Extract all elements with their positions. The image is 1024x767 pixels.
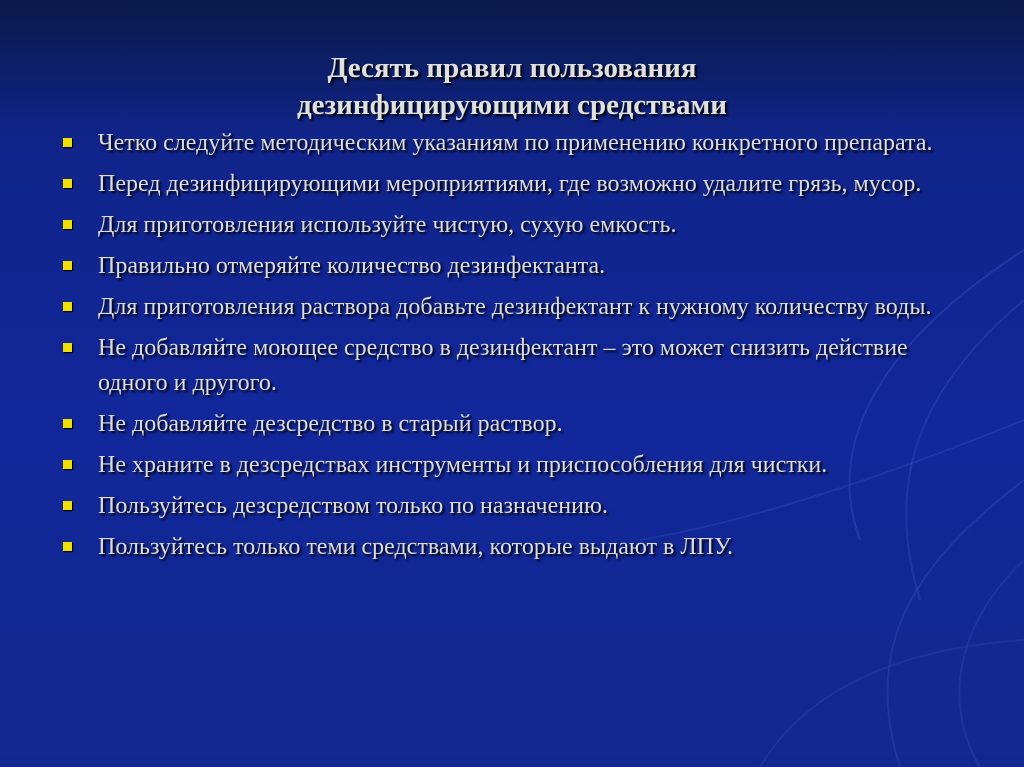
bullet-item <box>60 249 960 284</box>
bullet-text: Для приготовления используйте чистую, сухую емкость. <box>98 212 677 238</box>
bullet-item <box>60 407 960 442</box>
swirl-line <box>959 560 1024 767</box>
bullet-item <box>60 530 960 565</box>
square-bullet-icon <box>63 343 72 352</box>
square-bullet-icon <box>63 138 72 147</box>
bullet-text: Пользуйтесь только теми средствами, которые выдают в ЛПУ. <box>98 534 734 560</box>
bullet-text: Не добавляйте дезсредство в старый раствор. <box>98 411 563 437</box>
bullet-text: Для приготовления раствора добавьте дезинфектант к нужному количеству воды. <box>98 294 932 320</box>
square-bullet-icon <box>63 220 72 229</box>
square-bullet-icon <box>63 302 72 311</box>
square-bullet-icon <box>63 419 72 428</box>
bullet-item <box>60 489 960 524</box>
bullet-item <box>60 290 960 325</box>
square-bullet-icon <box>63 501 72 510</box>
bullet-text: Не храните в дезсредствах инструменты и приспособления для чистки. <box>98 452 828 478</box>
square-bullet-icon <box>63 179 72 188</box>
bullet-text: Перед дезинфицирующими мероприятиями, где возможно удалите грязь, мусор. <box>98 171 922 197</box>
bullet-item <box>60 167 960 202</box>
bullet-text: Четко следуйте методическим указаниям по применению конкретного препарата. <box>98 130 933 156</box>
swirl-line <box>760 640 1024 767</box>
slide-title-line-1: Десять правил пользования <box>327 52 697 84</box>
bullet-list <box>60 126 960 571</box>
bullet-item <box>60 126 960 161</box>
bullet-item <box>60 208 960 243</box>
square-bullet-icon <box>63 261 72 270</box>
bullet-text: Пользуйтесь дезсредством только по назначению. <box>98 493 608 519</box>
square-bullet-icon <box>63 460 72 469</box>
bullet-text: Правильно отмеряйте количество дезинфектанта. <box>98 253 606 279</box>
slide-title-line-2: дезинфицирующими средствами <box>296 89 727 121</box>
square-bullet-icon <box>63 542 72 551</box>
bullet-text: Не добавляйте моющее средство в дезинфектант – это может снизить действие одного и другого. <box>98 335 908 396</box>
slide-title <box>0 50 1024 124</box>
bullet-item <box>60 331 960 401</box>
bullet-item <box>60 448 960 483</box>
